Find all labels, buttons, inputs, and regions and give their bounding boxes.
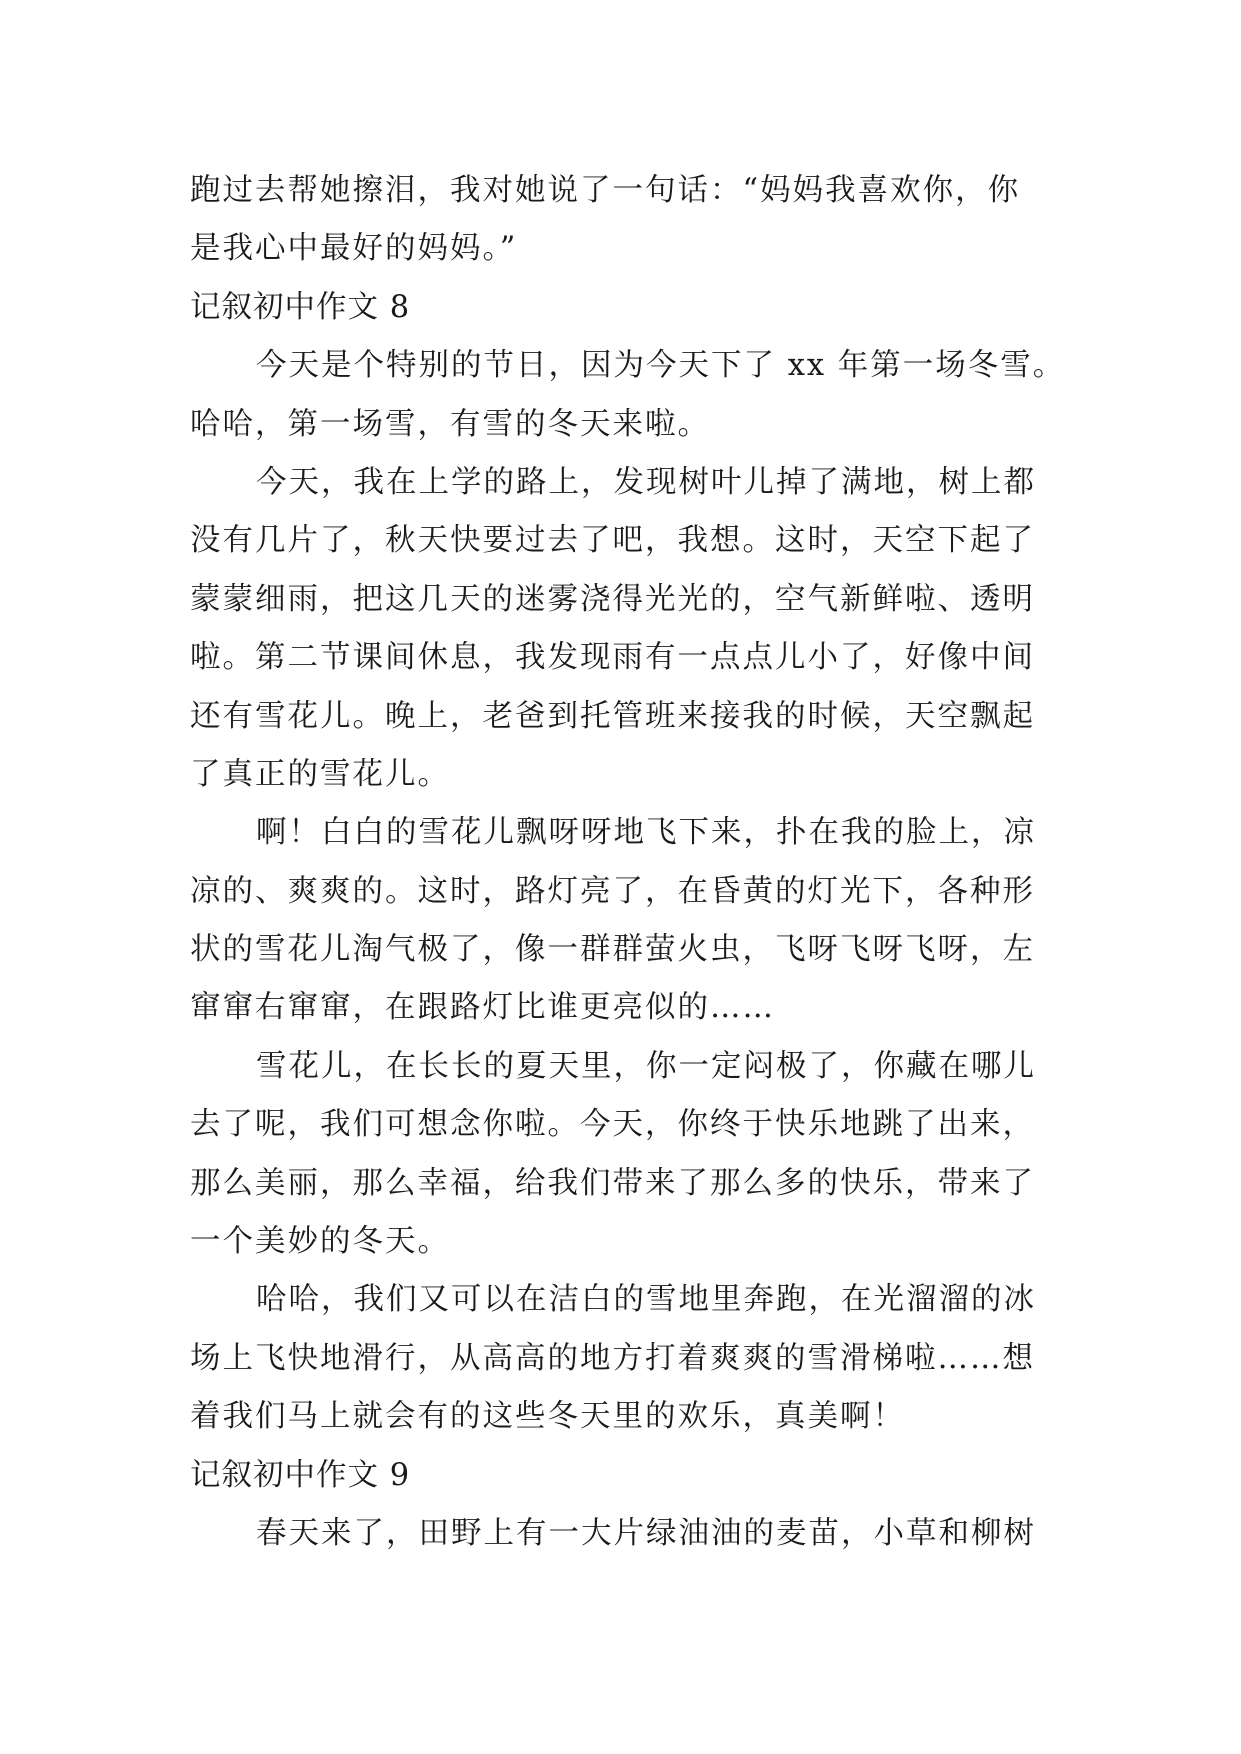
- text-line: 蒙蒙细雨，把这几天的迷雾浇得光光的，空气新鲜啦、透明: [190, 581, 1035, 617]
- text-line: 窜窜右窜窜，在跟路灯比谁更亮似的……: [190, 990, 775, 1026]
- text-line: 去了呢，我们可想念你啦。今天，你终于快乐地跳了出来，: [190, 1107, 1035, 1143]
- document-body: [190, 162, 1066, 1563]
- text-line: 啦。第二节课间休息，我发现雨有一点点儿小了，好像中间: [190, 640, 1035, 676]
- paragraph-first-line: 今天，我在上学的路上，发现树叶儿掉了满地，树上都: [256, 464, 1036, 500]
- text-line: 状的雪花儿淘气极了，像一群群萤火虫，飞呀飞呀飞呀，左: [190, 932, 1035, 968]
- paragraph-first-line: 哈哈，我们又可以在洁白的雪地里奔跑，在光溜溜的冰: [256, 1282, 1036, 1318]
- section-heading: 记叙初中作文 9: [190, 1457, 411, 1493]
- text-line: 了真正的雪花儿。: [190, 756, 450, 792]
- paragraph-first-line: 啊！白白的雪花儿飘呀呀地飞下来，扑在我的脸上，凉: [256, 815, 1036, 851]
- text-line: 着我们马上就会有的这些冬天里的欢乐，真美啊！: [190, 1399, 905, 1435]
- paragraph-first-line: 雪花儿，在长长的夏天里，你一定闷极了，你藏在哪儿: [256, 1048, 1036, 1084]
- paragraph-first-line: 春天来了，田野上有一大片绿油油的麦苗，小草和柳树: [256, 1515, 1036, 1551]
- text-line: 跑过去帮她擦泪，我对她说了一句话：“妈妈我喜欢你，你: [190, 173, 1021, 208]
- text-line: 是我心中最好的妈妈。”: [190, 231, 518, 267]
- text-line: 还有雪花儿。晚上，老爸到托管班来接我的时候，天空飘起: [190, 698, 1035, 734]
- paragraph-first-line: 今天是个特别的节日，因为今天下了 xx 年第一场冬雪。: [256, 348, 1066, 384]
- text-line: 哈哈，第一场雪，有雪的冬天来啦。: [190, 406, 710, 442]
- text-line: 一个美妙的冬天。: [190, 1224, 450, 1260]
- text-line: 凉的、爽爽的。这时，路灯亮了，在昏黄的灯光下，各种形: [190, 873, 1035, 909]
- section-heading: 记叙初中作文 8: [190, 289, 411, 325]
- text-line: 没有几片了，秋天快要过去了吧，我想。这时，天空下起了: [190, 523, 1035, 559]
- text-line: 场上飞快地滑行，从高高的地方打着爽爽的雪滑梯啦……想: [190, 1340, 1035, 1376]
- text-line: 那么美丽，那么幸福，给我们带来了那么多的快乐，带来了: [190, 1165, 1035, 1201]
